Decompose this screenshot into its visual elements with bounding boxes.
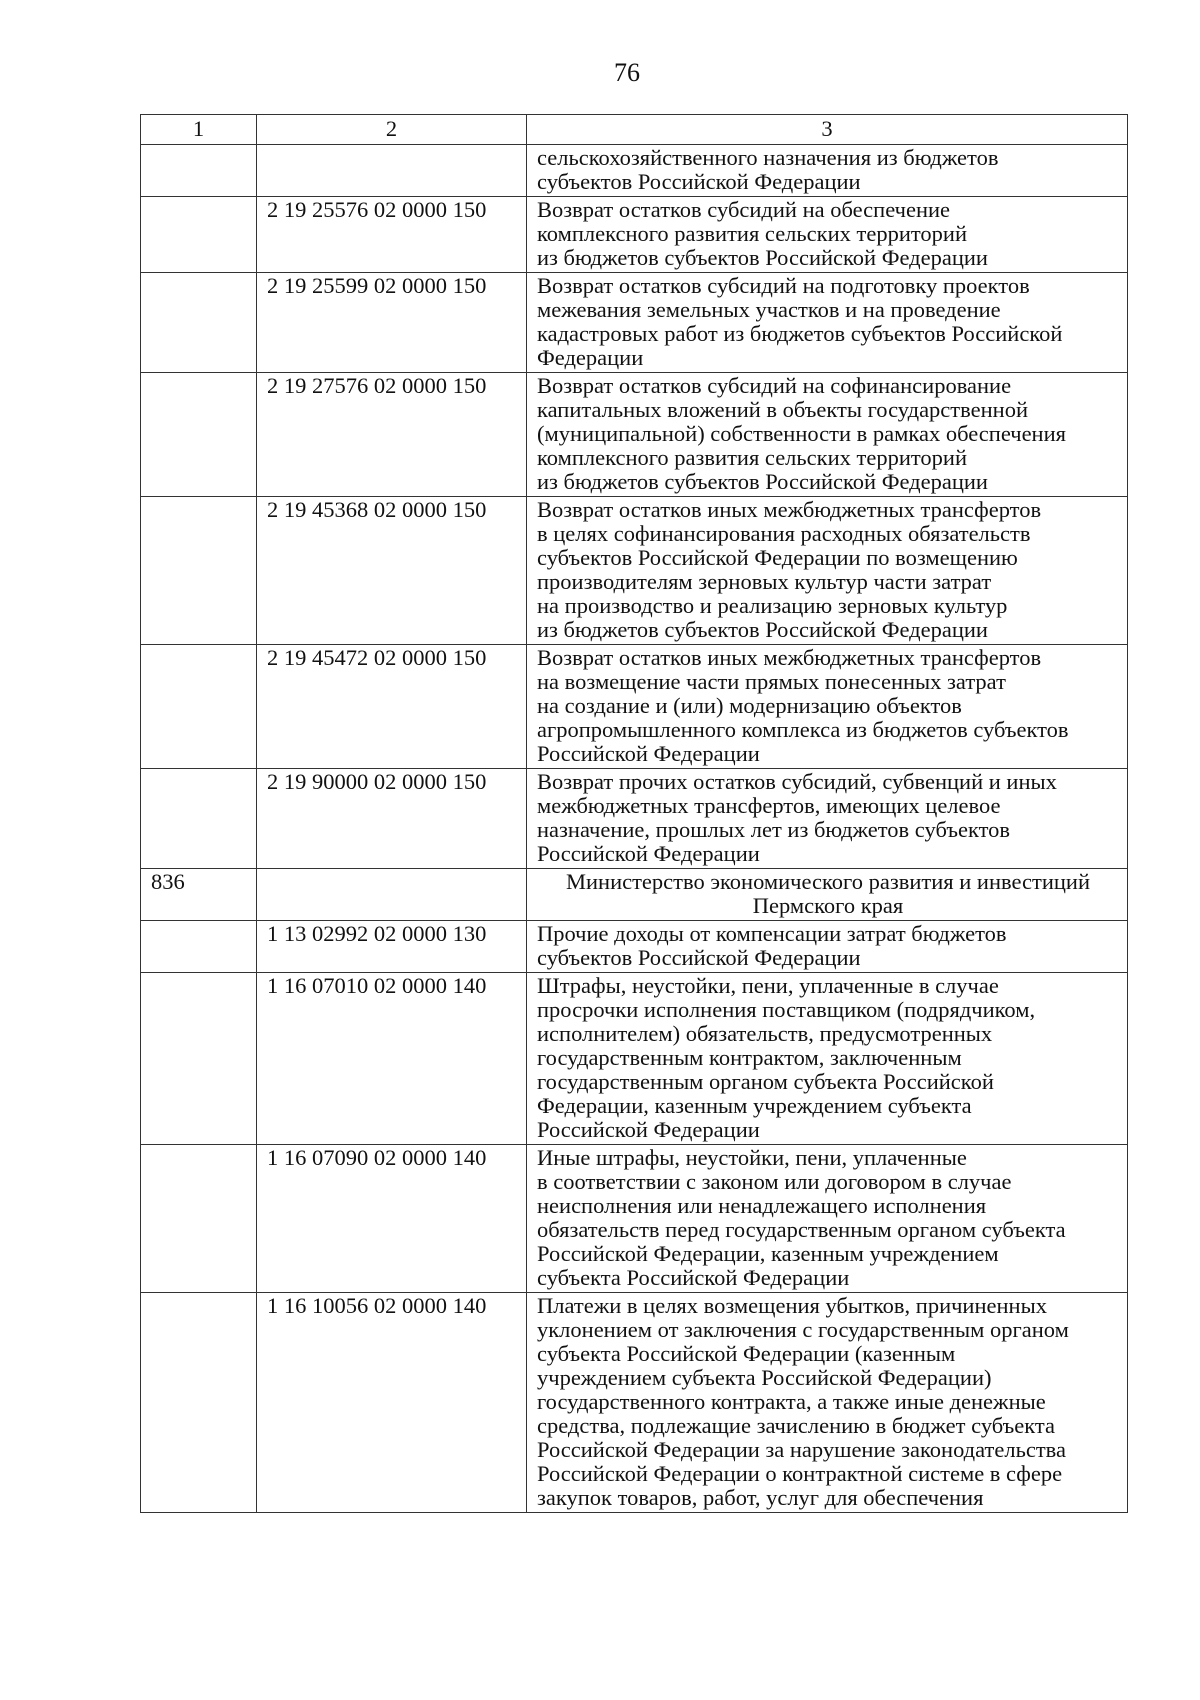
cell-revenue-code: 2 19 25576 02 0000 150 bbox=[257, 197, 527, 273]
cell-revenue-code bbox=[257, 869, 527, 921]
table-row bbox=[141, 1293, 1128, 1513]
table-row bbox=[141, 497, 1128, 645]
cell-revenue-code bbox=[257, 145, 527, 197]
cell-description: Прочие доходы от компенсации затрат бюджетов субъектов Российской Федерации bbox=[527, 921, 1128, 973]
header-col-3: 3 bbox=[527, 115, 1128, 145]
table-row bbox=[141, 769, 1128, 869]
cell-admin-code bbox=[141, 273, 257, 373]
cell-admin-code bbox=[141, 373, 257, 497]
cell-description: Возврат остатков иных межбюджетных трансфертов на возмещение части прямых понесенных затрат на создание и (или) модернизацию объектов агропромышленного комплекса из бюджетов субъектов Российской Федерации bbox=[527, 645, 1128, 769]
cell-revenue-code: 2 19 27576 02 0000 150 bbox=[257, 373, 527, 497]
cell-revenue-code: 2 19 90000 02 0000 150 bbox=[257, 769, 527, 869]
revenue-codes-table bbox=[140, 114, 1128, 1513]
cell-revenue-code: 1 16 07090 02 0000 140 bbox=[257, 1145, 527, 1293]
cell-description: Платежи в целях возмещения убытков, причиненных уклонением от заключения с государственным органом субъекта Российской Федерации (казенным учреждением субъекта Российской Федерации) государственного контракта, а также иные денежные средства, подлежащие зачислению в бюджет субъекта Российской Федерации за нарушение законодательства Российской Федерации о контрактной системе в сфере закупок товаров, работ, услуг для обеспечения bbox=[527, 1293, 1128, 1513]
cell-description: Иные штрафы, неустойки, пени, уплаченные в соответствии с законом или договором в случае неисполнения или ненадлежащего исполнения обязательств перед государственным органом субъекта Российской Федерации, казенным учреждением субъекта Российской Федерации bbox=[527, 1145, 1128, 1293]
cell-admin-code: 836 bbox=[141, 869, 257, 921]
table-row bbox=[141, 373, 1128, 497]
table-body bbox=[141, 145, 1128, 1513]
cell-revenue-code: 2 19 45368 02 0000 150 bbox=[257, 497, 527, 645]
cell-description: Возврат прочих остатков субсидий, субвенций и иных межбюджетных трансфертов, имеющих целевое назначение, прошлых лет из бюджетов субъектов Российской Федерации bbox=[527, 769, 1128, 869]
cell-description: Возврат остатков субсидий на подготовку проектов межевания земельных участков и на проведение кадастровых работ из бюджетов субъектов Российской Федерации bbox=[527, 273, 1128, 373]
cell-revenue-code: 1 16 07010 02 0000 140 bbox=[257, 973, 527, 1145]
cell-admin-code bbox=[141, 197, 257, 273]
cell-description: сельскохозяйственного назначения из бюджетов субъектов Российской Федерации bbox=[527, 145, 1128, 197]
table-row bbox=[141, 645, 1128, 769]
cell-revenue-code: 1 16 10056 02 0000 140 bbox=[257, 1293, 527, 1513]
cell-revenue-code: 2 19 25599 02 0000 150 bbox=[257, 273, 527, 373]
table-header bbox=[141, 115, 1128, 145]
cell-description: Возврат остатков иных межбюджетных трансфертов в целях софинансирования расходных обязательств субъектов Российской Федерации по возмещению производителям зерновых культур части затрат на производство и реализацию зерновых культур из бюджетов субъектов Российской Федерации bbox=[527, 497, 1128, 645]
header-col-2: 2 bbox=[257, 115, 527, 145]
cell-admin-code bbox=[141, 921, 257, 973]
table-row bbox=[141, 921, 1128, 973]
cell-admin-code bbox=[141, 1293, 257, 1513]
table-row bbox=[141, 273, 1128, 373]
cell-revenue-code: 2 19 45472 02 0000 150 bbox=[257, 645, 527, 769]
cell-admin-code bbox=[141, 1145, 257, 1293]
cell-admin-code bbox=[141, 145, 257, 197]
header-col-1: 1 bbox=[141, 115, 257, 145]
cell-admin-code bbox=[141, 973, 257, 1145]
cell-admin-code bbox=[141, 769, 257, 869]
table-row bbox=[141, 197, 1128, 273]
cell-revenue-code: 1 13 02992 02 0000 130 bbox=[257, 921, 527, 973]
cell-description: Возврат остатков субсидий на обеспечение комплексного развития сельских территорий из бюджетов субъектов Российской Федерации bbox=[527, 197, 1128, 273]
cell-description: Возврат остатков субсидий на софинансирование капитальных вложений в объекты государственной (муниципальной) собственности в рамках обеспечения комплексного развития сельских территорий из бюджетов субъектов Российской Федерации bbox=[527, 373, 1128, 497]
table-row bbox=[141, 145, 1128, 197]
page-number: 76 bbox=[614, 58, 640, 87]
table-row bbox=[141, 973, 1128, 1145]
cell-description: Штрафы, неустойки, пени, уплаченные в случае просрочки исполнения поставщиком (подрядчиком, исполнителем) обязательств, предусмотренных государственным контрактом, заключенным государственным органом субъекта Российской Федерации, казенным учреждением субъекта Российской Федерации bbox=[527, 973, 1128, 1145]
table-row bbox=[141, 869, 1128, 921]
cell-description: Министерство экономического развития и инвестиций Пермского края bbox=[527, 869, 1128, 921]
cell-admin-code bbox=[141, 645, 257, 769]
cell-admin-code bbox=[141, 497, 257, 645]
header-row bbox=[141, 115, 1128, 145]
table-row bbox=[141, 1145, 1128, 1293]
